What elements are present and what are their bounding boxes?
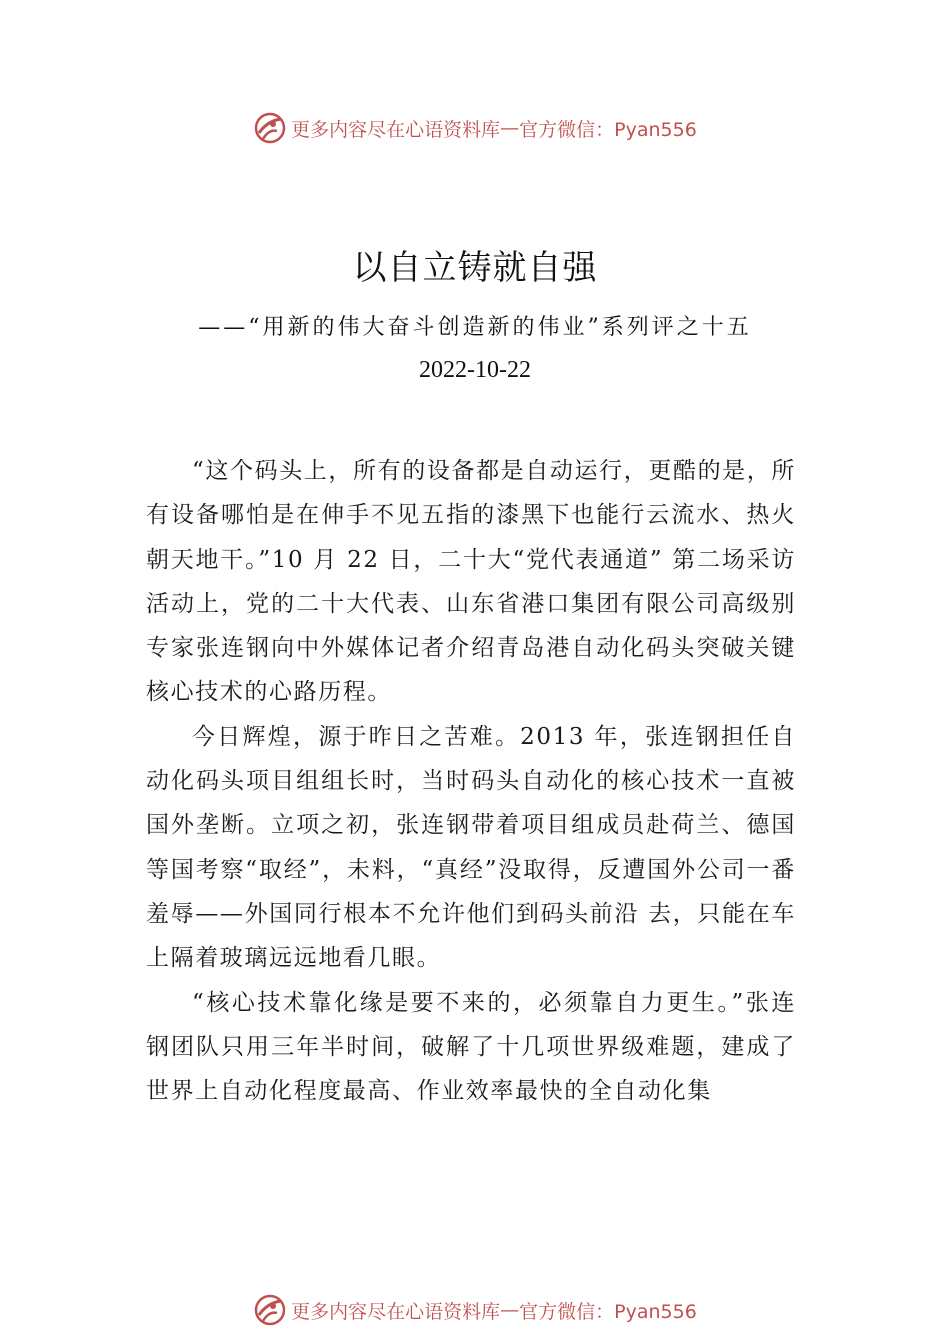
paragraph: “这个码头上，所有的设备都是自动运行，更酷的是，所有设备哪怕是在伸手不见五指的漆黑下也能行云流水、热火朝天地干。”10 月 22 日，二十大“党代表通道” 第二场采访活动上，党的二十大代表、山东省港口集团有限公司高级别专家张连钢向中外媒体记者介绍青岛港自动化码头突破关键核心技术的心路历程。 (146, 458, 796, 706)
footer-brand-text: 更多内容尽在心语资料库 (291, 1300, 501, 1323)
stylized-person-circle-logo-icon (253, 111, 287, 145)
header-brand-text: 更多内容尽在心语资料库 (291, 118, 501, 141)
paragraph: 今日辉煌，源于昨日之苦难。2013 年，张连钢担任自动化码头项目组组长时，当时码头自动化的核心技术一直被国外垄断。立项之初，张连钢带着项目组成员赴荷兰、德国等国考察“取经”，未料，“真经”没取得，反遭国外公司一番羞辱——外国同行根本不允许他们到码头前沿 去，只能在车上隔着玻璃远远地看几眼。 (146, 723, 796, 972)
article-subtitle: ——“用新的伟大奋斗创造新的伟业”系列评之十五 (198, 315, 752, 340)
article-body (146, 449, 796, 1113)
footer-banner (0, 1290, 950, 1330)
paragraph: “核心技术靠化缘是要不来的，必须靠自力更生。”张连钢团队只用三年半时间，破解了十几项世界级难题，建成了世界上自动化程度最高、作业效率最快的全自动化集 (146, 989, 796, 1105)
footer-contact-text: 官方微信：Pyan556 (519, 1300, 697, 1323)
article-date: 2022-10-22 (419, 357, 531, 383)
header-banner (0, 108, 950, 148)
header-contact-text: 官方微信：Pyan556 (519, 118, 697, 141)
footer-separator: — (500, 1299, 520, 1321)
article-title: 以自立铸就自强 (352, 248, 598, 288)
header-separator: — (500, 117, 520, 139)
stylized-person-circle-logo-icon (253, 1293, 287, 1327)
